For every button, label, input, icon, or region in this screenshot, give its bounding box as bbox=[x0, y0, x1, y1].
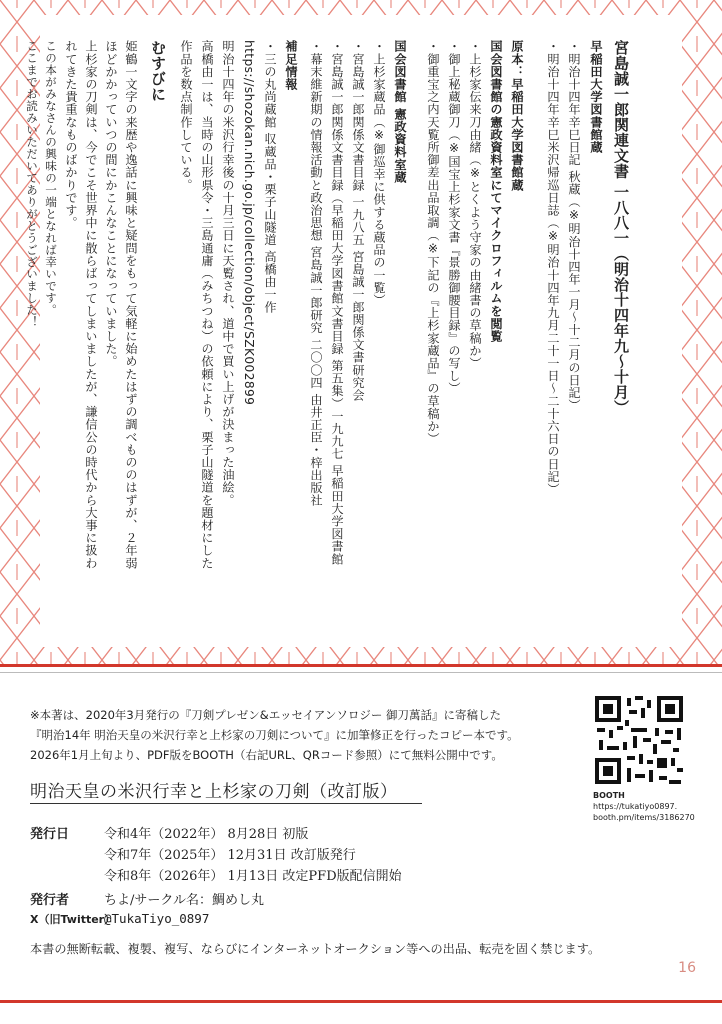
issue-date-1: 令和4年（2022年） 8月28日 初版 bbox=[104, 827, 309, 842]
page-number: 16 bbox=[678, 960, 696, 976]
supplement-text-1: 明治十四年の米沢行幸後の十月三日に天覧され、道中で買い上げが決まった油絵。 bbox=[221, 40, 235, 507]
frame-bottom-line bbox=[0, 664, 722, 667]
conclusion-line-5: この本がみなさんの興味の一端となれば幸いです。 bbox=[44, 40, 58, 316]
supplement-heading: 補足情報 bbox=[284, 40, 298, 91]
note-line-3: 2026年1月上旬より、PDF版をBOOTH（右記URL、QRコード参照）にて無料公開中です。 bbox=[30, 748, 503, 762]
booth-url-2[interactable]: booth.pm/items/3186270 bbox=[593, 813, 695, 822]
title-underline bbox=[30, 803, 422, 804]
note-line-1: ※本著は、2020年3月発行の『刀剣プレゼン&エッセイアンソロジー 御刀萬話』に寄稿した bbox=[30, 708, 501, 722]
supplement-text-3: 作品を数点制作している。 bbox=[179, 40, 193, 192]
booth-info bbox=[593, 790, 695, 823]
bottom-red-line bbox=[0, 1000, 722, 1003]
book-title: 明治天皇の米沢行幸と上杉家の刀剣（改訂版） bbox=[30, 782, 398, 802]
source-original: 原本：早稲田大学図書館蔵 bbox=[510, 40, 524, 192]
issue-date-2: 令和7年（2025年） 12月31日 改訂版発行 bbox=[104, 848, 356, 863]
collection-ndl: 国会図書館 憲政資料室蔵 bbox=[393, 40, 407, 184]
item-research-2004: ・幕末維新期の情報活動と政治思想 宮島誠一郎研究 二〇〇四 由井正臣・梓出版社 bbox=[309, 40, 323, 507]
item-catalog-1985: ・宮島誠一郎関係文書目録 一九八五 宮島誠一郎関係文書研究会 bbox=[351, 40, 365, 402]
divider bbox=[0, 672, 722, 673]
item-journal: ・明治十四年辛巳米沢帰巡日誌（※明治十四年九月二十一日〜二十六日の日記） bbox=[546, 40, 560, 496]
booth-label: BOOTH bbox=[593, 791, 625, 800]
issue-date-3: 令和8年（2026年） 1月13日 改定PFD版配信開始 bbox=[104, 869, 402, 884]
item-uesugi: ・上杉家蔵品（※御巡幸に供する蔵品の一覧） bbox=[372, 40, 386, 307]
item-treasure: ・御重宝之内天覧所御差出品取調（※下記の『上杉家蔵品』の草稿か） bbox=[426, 40, 440, 445]
colophon-note bbox=[30, 705, 590, 765]
item-diary: ・明治十四年辛巳日記 秋蔵（※明治十四年一月〜十二月の日記） bbox=[567, 40, 581, 412]
conclusion-line-2: ほどかかっていつの間にかこんなことになっていました。 bbox=[104, 40, 118, 368]
note-line-2: 『明治14年 明治天皇の米沢行幸と上杉家の刀剣について』に加筆修正を行ったコピー本です。 bbox=[30, 728, 519, 742]
supplement-text-2: 高橋由一は、当時の山形県令・三島通庸（みちつね）の依頼により、栗子山隧道を題材にした bbox=[200, 40, 214, 570]
item-sword-origin: ・上杉家伝来刀由緒（※とくよう守家の由緒書の草稿か） bbox=[468, 40, 482, 370]
supplement-item: ・三の丸尚蔵館 収蔵品・栗子山隧道 高橋由一作 bbox=[263, 40, 277, 314]
qr-code[interactable] bbox=[593, 694, 685, 786]
publisher-name: ちよ/サークル名：鯛めし丸 bbox=[104, 893, 264, 908]
item-secret-sword: ・御上秘蔵御刀（※国宝上杉家文書『景勝御腰目録』の写し） bbox=[447, 40, 461, 395]
conclusion-line-1: 姫鶴一文字の来歴や逸話に興味と疑問をもって気軽に始めたはずの調べもののはずが、２年弱 bbox=[124, 40, 138, 570]
conclusion-heading: むすびに bbox=[149, 40, 167, 102]
conclusion-line-6: ここまでお読みいただいてありがとうございました！ bbox=[25, 40, 39, 328]
x-handle[interactable]: @TukaTiyo_0897 bbox=[104, 911, 210, 926]
publisher-label: 発行者 bbox=[30, 893, 70, 908]
conclusion-line-4: れてきた貴重なものばかりです。 bbox=[64, 40, 78, 229]
heading-miyajima: 宮島誠一郎関連文書 一八八一（明治十四年九〜十月） bbox=[612, 40, 630, 416]
issue-label: 発行日 bbox=[30, 827, 70, 842]
booth-url-1[interactable]: https://tukatiyo0897. bbox=[593, 802, 678, 811]
item-catalog-1997: ・宮島誠一郎関係文書目録（早稲田大学図書館文書目録 第五集）一九九七 早稲田大学図書館 bbox=[330, 40, 344, 566]
x-label: X（旧Twitter） bbox=[30, 913, 116, 926]
supplement-url[interactable]: https://shozokan.nich.go.jp/collection/object/SZK002899 bbox=[242, 40, 256, 406]
conclusion-line-3: 上杉家の刀剣は、今でこそ世界中に散らばってしまいましたが、謙信公の時代から大事に扱わ bbox=[84, 40, 98, 570]
collection-waseda: 早稲田大学図書館蔵 bbox=[589, 40, 603, 154]
copyright-notice: 本書の無断転載、複製、複写、ならびにインターネットオークション等への出品、転売を固く禁じます。 bbox=[30, 942, 601, 956]
source-microfilm: 国会図書館の憲政資料室にてマイクロフィルムを閲覧 bbox=[489, 40, 503, 343]
